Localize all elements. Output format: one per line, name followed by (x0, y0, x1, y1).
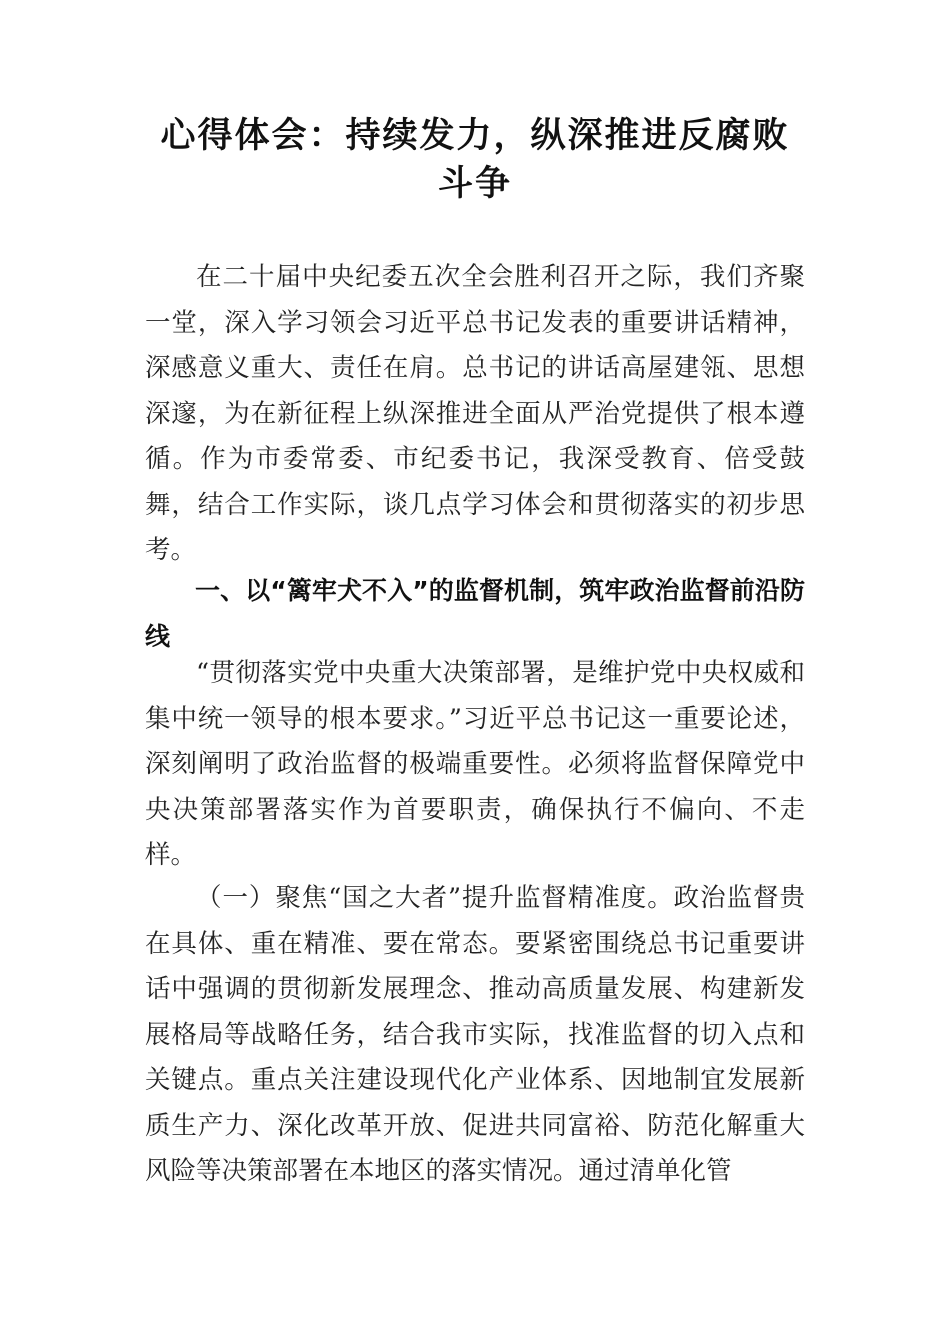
section-1-heading: 一、以“篱牢犬不入”的监督机制，筑牢政治监督前沿防线 (145, 576, 805, 651)
document-title: 心得体会：持续发力，纵深推进反腐败斗争 (160, 115, 790, 204)
subsection-1-paragraph (145, 876, 805, 1195)
subsection-1-text: 政治监督贵在具体、重在精准、要在常态。要紧密围绕总书记重要讲话中强调的贯彻新发展理念、推动高质量发展、构建新发展格局等战略任务，结合我市实际，找准监督的切入点和关键点。重点关注建设现代化产业体系、因地制宜发展新质生产力、深化改革开放、促进共同富裕、防范化解重大风险等决策部署在本地区的落实情况。通过清单化管 (145, 883, 805, 1186)
subsection-1-heading: （一）聚焦“国之大者”提升监督精准度。 (196, 883, 674, 913)
section-1-paragraph: “贯彻落实党中央重大决策部署，是维护党中央权威和集中统一领导的根本要求。”习近平总书记这一重要论述，深刻阐明了政治监督的极端重要性。必须将监督保障党中央决策部署落实作为首要职责，确保执行不偏向、不走样。 (145, 658, 805, 870)
intro-paragraph: 在二十届中央纪委五次全会胜利召开之际，我们齐聚一堂，深入学习领会习近平总书记发表的重要讲话精神，深感意义重大、责任在肩。总书记的讲话高屋建瓴、思想深邃，为在新征程上纵深推进全面从严治党提供了根本遵循。作为市委常委、市纪委书记，我深受教育、倍受鼓舞，结合工作实际，谈几点学习体会和贯彻落实的初步思考。 (145, 262, 805, 565)
